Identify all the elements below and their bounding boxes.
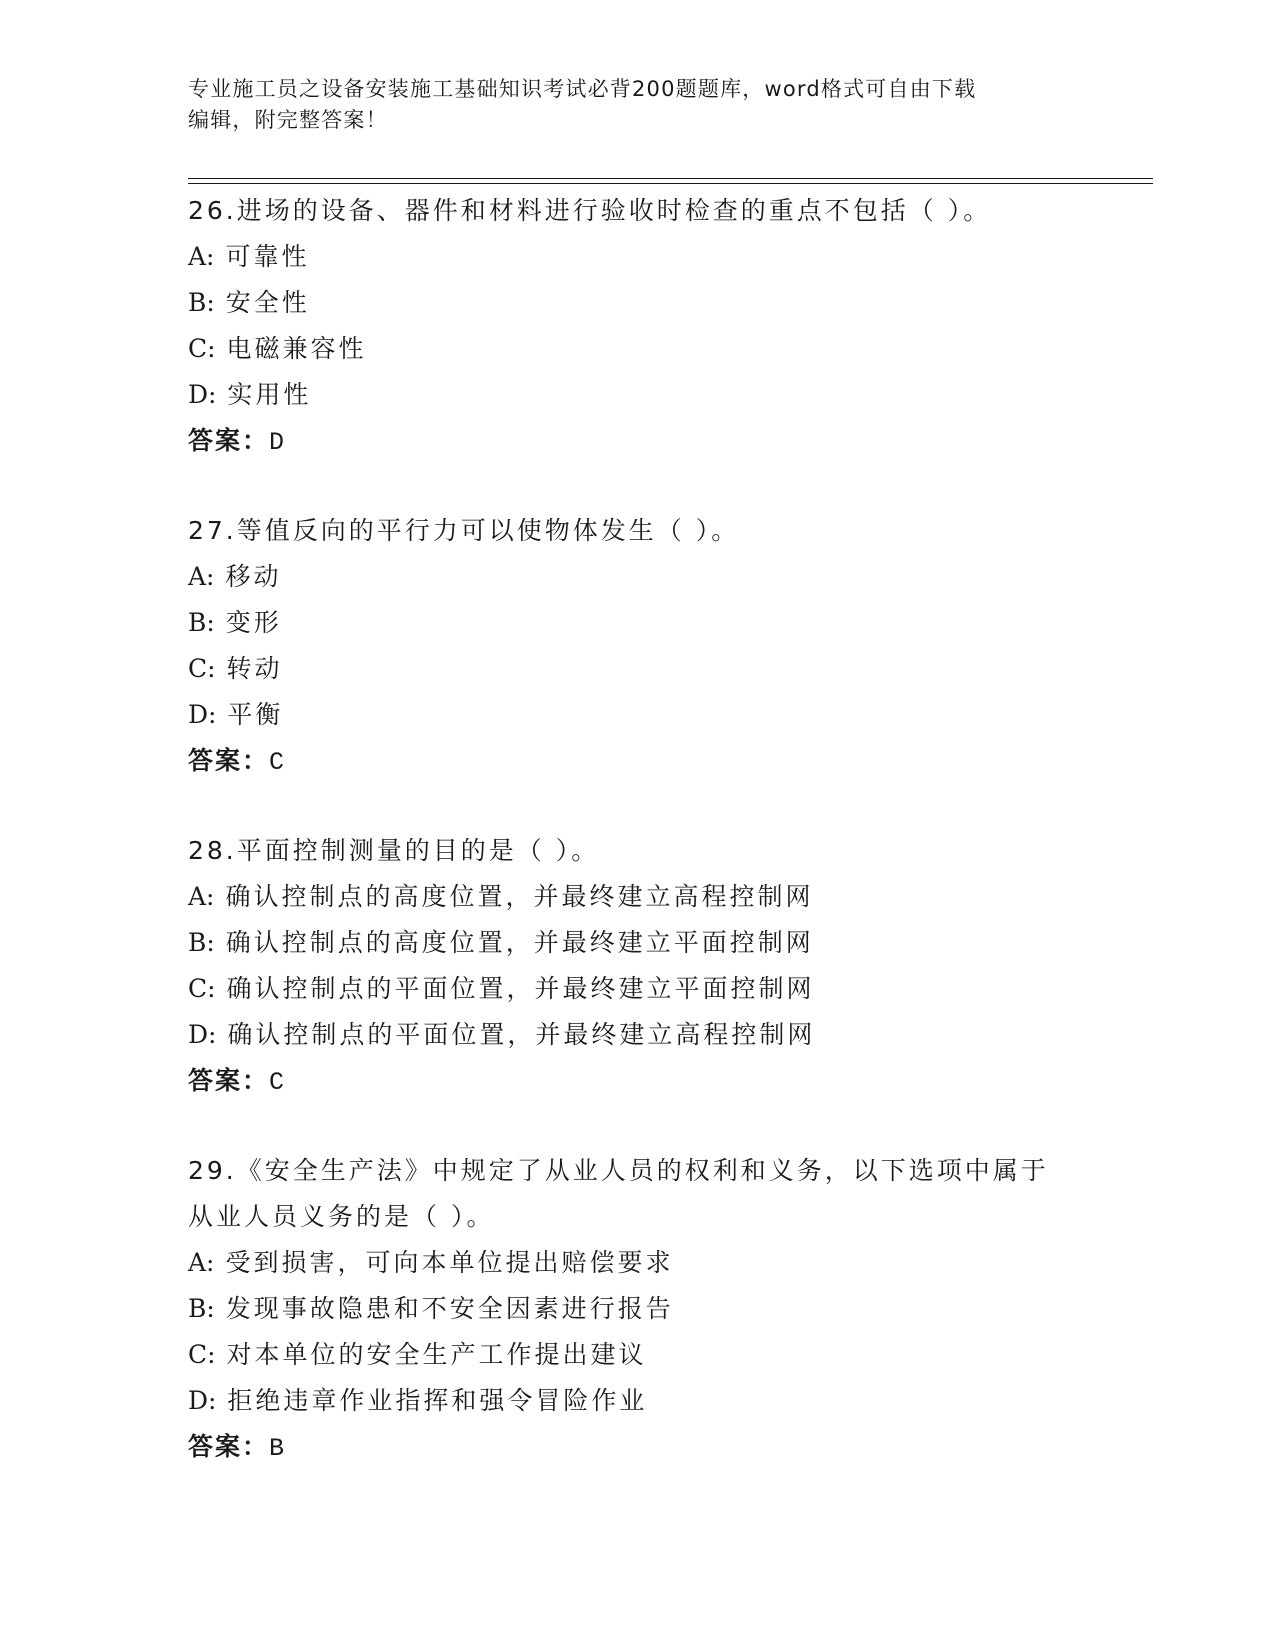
option-d xyxy=(188,692,1088,738)
option-text: 拒绝违章作业指挥和强令冒险作业 xyxy=(227,1386,648,1415)
answer-value: D xyxy=(269,428,287,457)
option-letter: B: xyxy=(188,608,215,637)
option-b xyxy=(188,920,1088,966)
question-text: 27.等值反向的平行力可以使物体发生（ ）。 xyxy=(188,516,740,545)
question-26 xyxy=(188,188,1088,466)
answer-label: 答案： xyxy=(188,1066,270,1095)
header-divider-top xyxy=(188,178,1153,179)
option-c xyxy=(188,966,1088,1012)
answer xyxy=(188,1058,1088,1106)
answer-value: C xyxy=(269,748,287,777)
answer-value: B xyxy=(269,1434,287,1463)
question-28 xyxy=(188,828,1088,1106)
header-line-2: 编辑，附完整答案！ xyxy=(188,108,388,132)
option-text: 对本单位的安全生产工作提出建议 xyxy=(226,1340,647,1369)
option-a xyxy=(188,234,1088,280)
header-line-1: 专业施工员之设备安装施工基础知识考试必背200题题库，word格式可自由下载 xyxy=(188,77,977,101)
option-text: 变形 xyxy=(225,608,282,637)
option-d xyxy=(188,1012,1088,1058)
option-letter: A: xyxy=(188,562,215,591)
header-divider-bottom xyxy=(188,183,1153,184)
option-text: 受到损害，可向本单位提出赔偿要求 xyxy=(225,1248,674,1277)
option-b xyxy=(188,600,1088,646)
option-letter: D: xyxy=(188,1386,217,1415)
option-letter: C: xyxy=(188,334,216,363)
option-text: 平衡 xyxy=(227,700,284,729)
question-29 xyxy=(188,1148,1088,1472)
option-a xyxy=(188,554,1088,600)
option-a xyxy=(188,1240,1088,1286)
option-text: 安全性 xyxy=(225,288,310,317)
option-letter: C: xyxy=(188,654,216,683)
option-letter: D: xyxy=(188,380,217,409)
answer-value: C xyxy=(269,1068,287,1097)
question-text: 26.进场的设备、器件和材料进行验收时检查的重点不包括（ ）。 xyxy=(188,196,992,225)
option-letter: A: xyxy=(188,882,215,911)
option-a xyxy=(188,874,1088,920)
option-letter: B: xyxy=(188,1294,215,1323)
question-27 xyxy=(188,508,1088,786)
option-text: 电磁兼容性 xyxy=(226,334,367,363)
option-c xyxy=(188,646,1088,692)
answer-label: 答案： xyxy=(188,1432,270,1461)
option-d xyxy=(188,1378,1088,1424)
option-text: 可靠性 xyxy=(225,242,310,271)
option-b xyxy=(188,1286,1088,1332)
option-c xyxy=(188,1332,1088,1378)
document-header xyxy=(188,74,1088,136)
answer xyxy=(188,418,1088,466)
answer xyxy=(188,1424,1088,1472)
answer-label: 答案： xyxy=(188,746,270,775)
option-text: 确认控制点的平面位置，并最终建立高程控制网 xyxy=(227,1020,816,1049)
question-text: 28.平面控制测量的目的是（ ）。 xyxy=(188,836,600,865)
question-text: 29.《安全生产法》中规定了从业人员的权利和义务，以下选项中属于从业人员义务的是（ ）。 xyxy=(188,1156,1049,1231)
option-text: 发现事故隐患和不安全因素进行报告 xyxy=(225,1294,674,1323)
option-text: 确认控制点的高度位置，并最终建立高程控制网 xyxy=(225,882,814,911)
answer xyxy=(188,738,1088,786)
option-letter: B: xyxy=(188,288,215,317)
option-text: 转动 xyxy=(226,654,283,683)
option-c xyxy=(188,326,1088,372)
option-d xyxy=(188,372,1088,418)
option-letter: A: xyxy=(188,242,215,271)
option-letter: A: xyxy=(188,1248,215,1277)
option-letter: C: xyxy=(188,974,216,1003)
answer-label: 答案： xyxy=(188,426,270,455)
option-text: 确认控制点的高度位置，并最终建立平面控制网 xyxy=(225,928,814,957)
option-text: 实用性 xyxy=(227,380,312,409)
option-text: 移动 xyxy=(225,562,282,591)
option-b xyxy=(188,280,1088,326)
option-letter: B: xyxy=(188,928,215,957)
option-letter: D: xyxy=(188,700,217,729)
option-letter: C: xyxy=(188,1340,216,1369)
option-letter: D: xyxy=(188,1020,217,1049)
option-text: 确认控制点的平面位置，并最终建立平面控制网 xyxy=(226,974,815,1003)
